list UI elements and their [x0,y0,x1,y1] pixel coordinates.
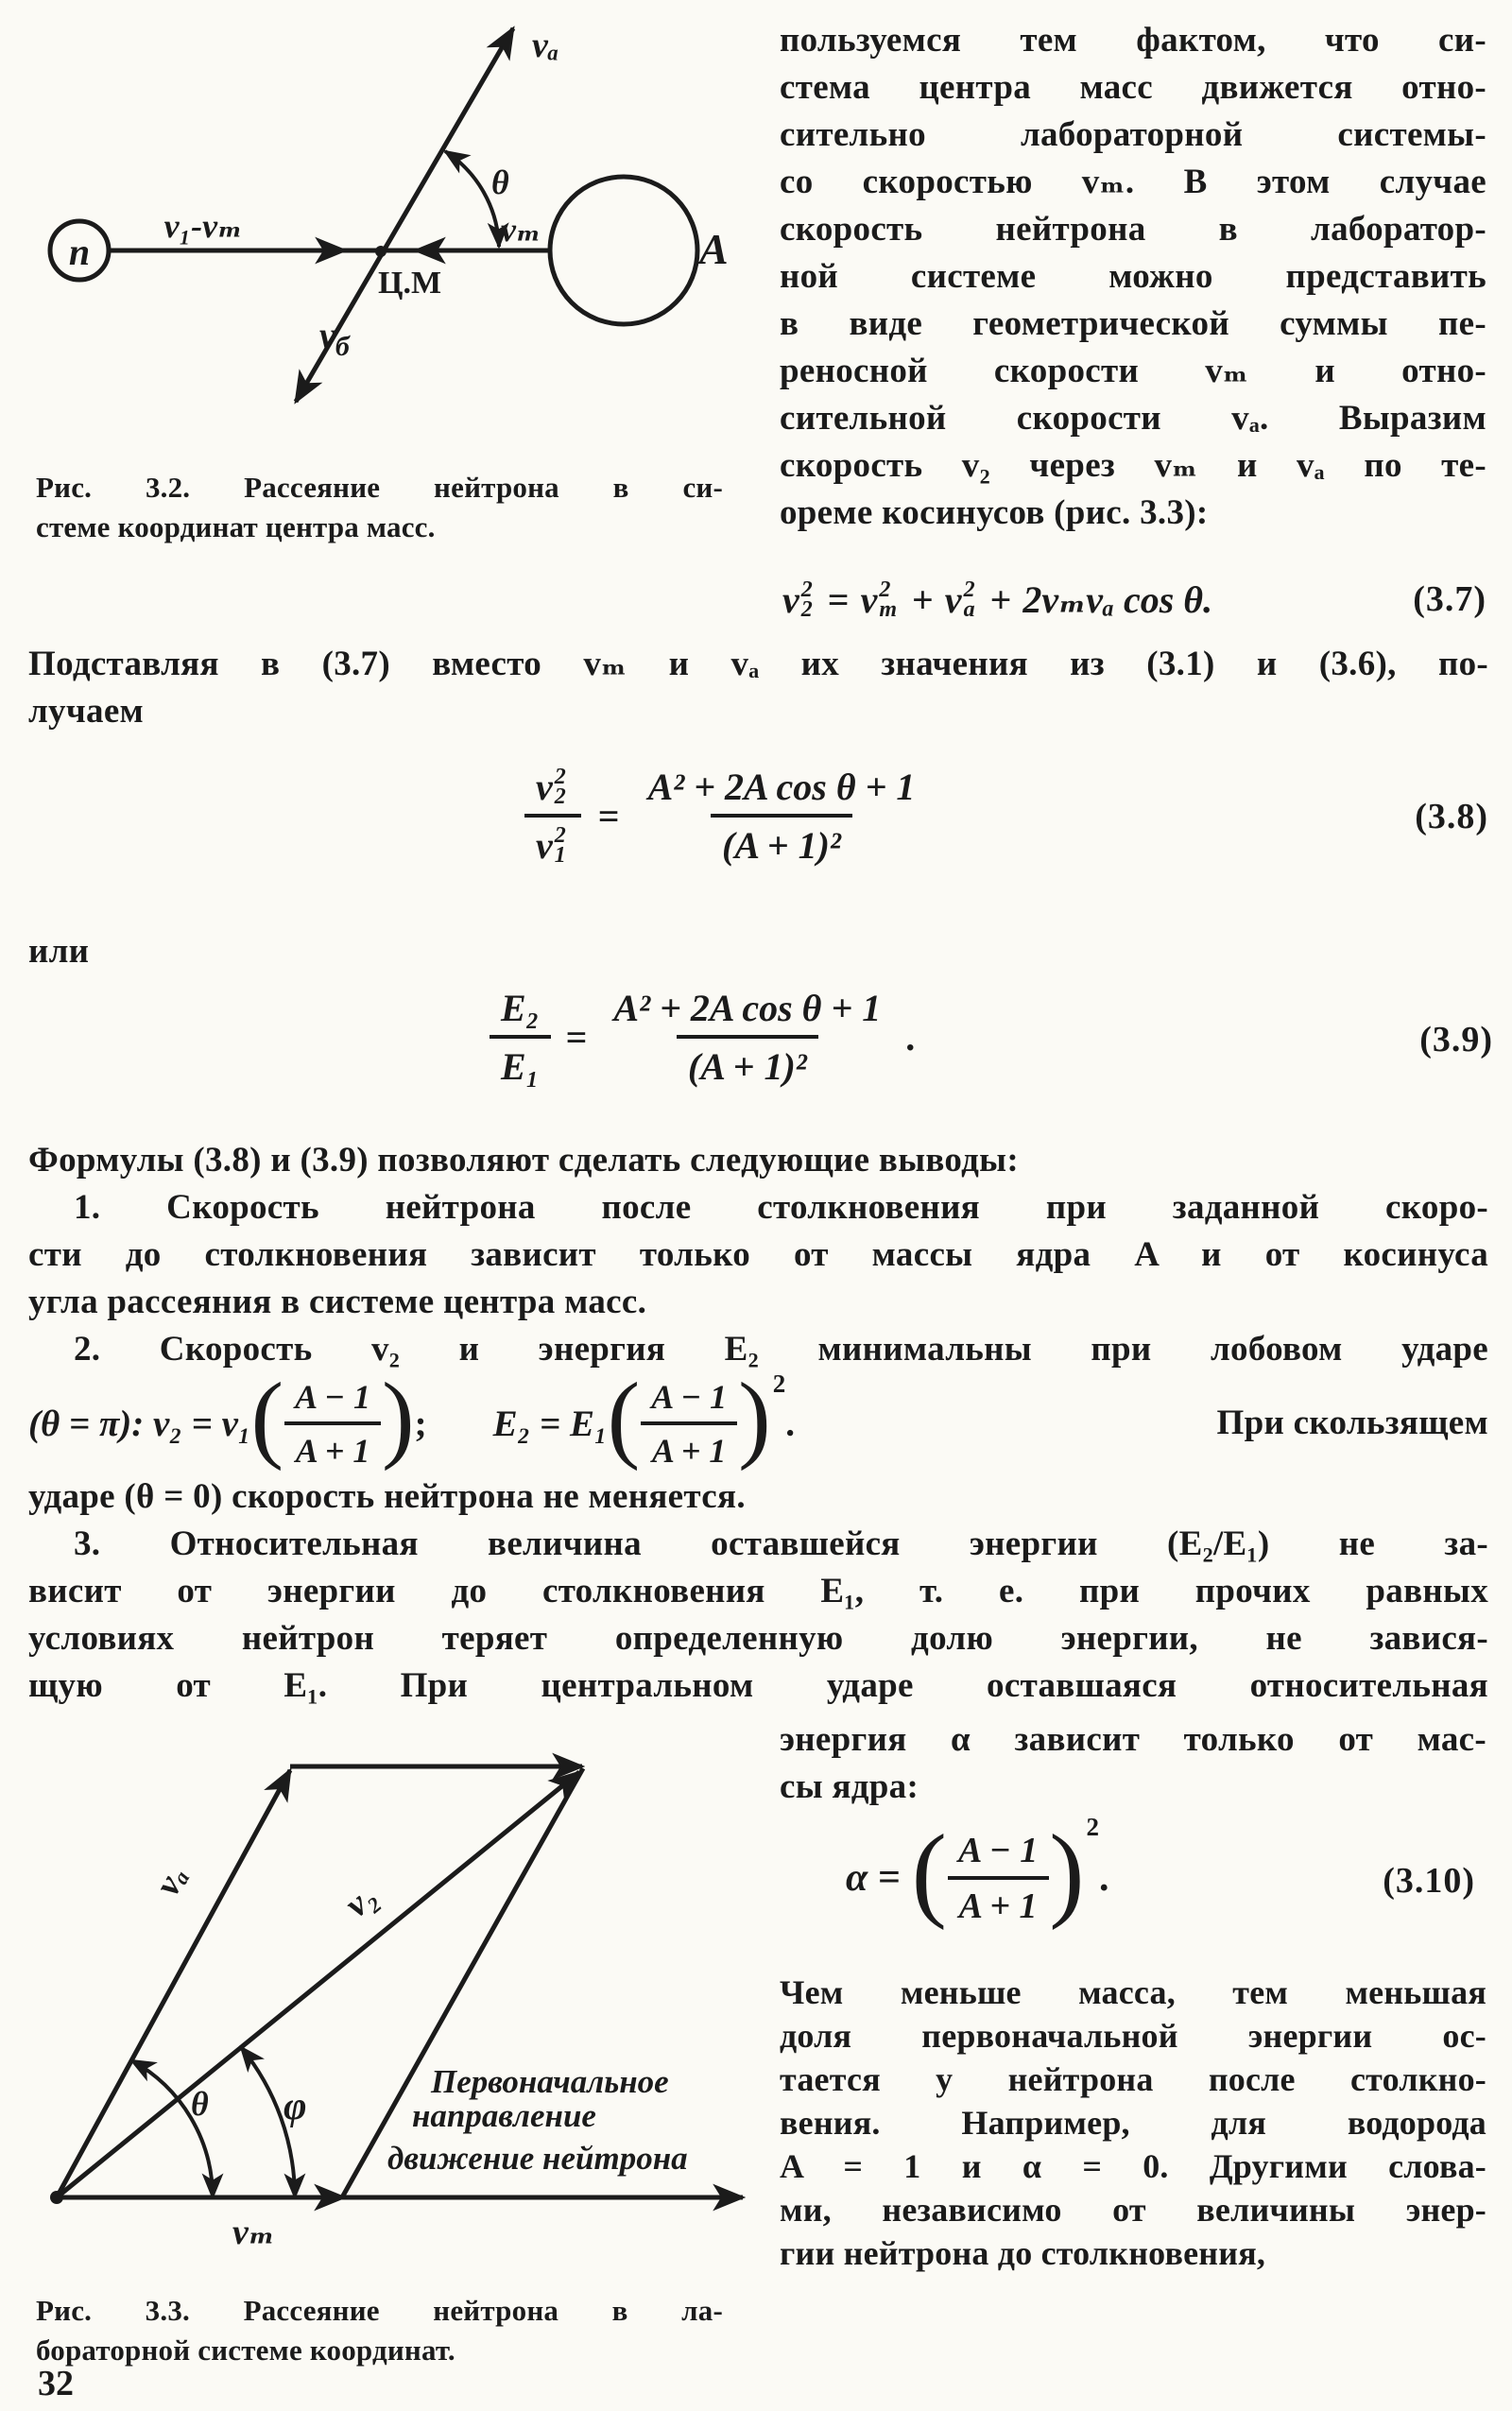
paren-exponent: 2 [772,1369,786,1398]
caption-line: стеме координат центра масс. [36,510,436,543]
fraction [284,1377,382,1471]
va-vector-arrow [57,1770,290,2197]
phi-label: φ [284,2085,307,2128]
text-line: вения. Например, для водорода [780,2104,1486,2142]
text-line: Чем меньше масса, тем меньшая [780,1973,1486,2011]
vb-label-sub: б [335,331,350,362]
rhs-fraction [602,986,892,1089]
text-line: угла рассеяния в системе центра масс. [28,1283,647,1321]
v2-label: v₂ [337,1876,386,1925]
math-sub: a [963,597,975,622]
math-op: + [912,577,934,621]
equation-number: (3.7) [1413,579,1486,619]
bottom-right-paragraph [780,1971,1486,2275]
text-line: сы ядра: [780,1767,919,1806]
word-or: или [28,932,90,971]
text-line: сительно лабораторной системы- [780,115,1486,154]
text-line: пользуемся тем фактом, что си- [780,21,1486,60]
caption-line: Рис. 3.3. Рассеяние нейтрона в ла- [36,2294,723,2327]
fraction-numerator: A − 1 [651,1377,728,1416]
text-line: Формулы (3.8) и (3.9) позволяют сделать следующие выводы: [28,1141,1019,1180]
math-op: = [565,1016,588,1059]
va-label: vₐ [146,1859,196,1903]
math-var: v [860,577,878,621]
math-sub: 2 [800,597,813,622]
text-line: со скоростью vₘ. В этом случае [780,163,1486,201]
annotation-line: направление [412,2097,596,2134]
math-var: v [536,823,553,867]
math-punct: . [1099,1856,1109,1900]
text-line: сительной скорости vₐ. Выразим [780,399,1486,438]
text-line: гии нейтрона до столкновения, [780,2234,1266,2272]
paragraph-conclusions [28,1137,1488,1710]
text-line: тается у нейтрона после столкно- [780,2060,1486,2098]
theta-label: θ [191,2085,209,2123]
math-sup: 2 [554,823,566,848]
equation-number: (3.10) [1383,1861,1475,1901]
paragraph-substitute [28,641,1488,735]
equation-number: (3.9) [1419,1020,1493,1059]
text-line: скорость v₂ через vₘ и vₐ по те- [780,446,1486,485]
text-line: доля первоначальной энергии ос- [780,2017,1486,2055]
fraction-denominator: A + 1 [641,1421,738,1471]
math-sup: 2 [800,577,813,602]
text-line: в виде геометрической суммы пе- [780,304,1486,343]
v1-vm-label: v₁-vₘ [163,207,243,245]
text-line: условиях нейтрон теряет определенную долю энергии, не завися- [28,1619,1488,1658]
fraction-numerator: A² + 2A cos θ + 1 [647,765,916,808]
fraction-denominator: (A + 1)² [711,814,852,868]
annotation-line: Первоначальное [431,2063,669,2100]
figure-3-2-caption [36,468,723,547]
math-punct: ; [414,1403,427,1444]
point-2-equation: (θ = π): v₂ = v₁ ( $\frac{A - 1}{A + 1}$ ) ; E₂ = E₁ ( $\frac{A - 1}{A + 1}$ ) 2 . При скользящем [28,1363,1488,1472]
fraction-numerator: A² + 2A cos θ + 1 [613,987,882,1029]
caption-line: бораторной системе координат. [36,2334,455,2367]
fraction-numerator: A − 1 [295,1377,370,1416]
math-expression: 2vₘvₐ cos θ. [1022,577,1213,621]
top-right-column [780,17,1486,537]
math-op: = [827,577,850,621]
math-var: v [944,577,962,621]
text-line: сти до столкновения зависит только от массы ядра A и от косинуса [28,1235,1488,1274]
text-line: скорость нейтрона в лаборатор- [780,210,1486,249]
fraction-denominator: A + 1 [948,1876,1049,1927]
text-line: висит от энергии до столкновения E₁, т. е. при прочих равных [28,1572,1488,1610]
fraction [640,1377,738,1471]
lhs-fraction [524,765,581,868]
text-fragment: При скользящем [1216,1404,1488,1442]
annotation-line: движение нейтрона [387,2140,688,2177]
math-sup: 2 [554,765,566,789]
nucleus-a-label: A [699,225,729,273]
equation-3-7 [782,565,1212,633]
fraction-numerator: E₂ [501,987,540,1029]
va-label: vₐ [532,26,559,65]
origin-dot [50,2191,63,2204]
text-line: энергия α зависит только от мас- [780,1720,1486,1759]
equation-number: (3.8) [1415,797,1488,836]
nucleus-a-circle [550,177,697,324]
text-line: ударе (θ = 0) скорость нейтрона не меняется. [28,1477,746,1516]
theta-label: θ [491,164,509,201]
paren-exponent: 2 [1086,1813,1100,1841]
math-var: v [536,765,553,808]
text-line: A = 1 и α = 0. Другими слова- [780,2147,1486,2185]
fraction [947,1830,1049,1927]
fraction-denominator: (A + 1)² [677,1035,818,1089]
fraction-numerator: A − 1 [957,1830,1039,1870]
math-sup: 2 [879,577,891,602]
math-punct: . [905,1016,916,1059]
text-line: реносной скорости vₘ и отно- [780,352,1486,390]
math-var: v [782,577,799,621]
caption-line: Рис. 3.2. Рассеяние нейтрона в си- [36,471,723,504]
math-punct: . [785,1403,795,1444]
math-op: + [989,577,1012,621]
cm-label: Ц.М [378,266,442,301]
vb-label-v: v [319,316,335,355]
math-sub: 1 [554,843,566,868]
fraction-denominator: E₁ [490,1035,551,1089]
figure-3-3-caption [36,2291,723,2370]
rhs-fraction [637,765,927,868]
vm-label: vₘ [232,2213,275,2252]
text-line: ореме косинусов (рис. 3.3): [780,493,1209,532]
figure-3-3-diagram [0,1739,756,2268]
text-line: 2. Скорость v₂ и энергия E₂ минимальны при лобовом ударе [74,1330,1488,1369]
text-line: ми, независимо от величины энер- [780,2191,1486,2229]
text-line: щую от E₁. При центральном ударе оставшаяся относительная [28,1666,1488,1705]
math-sub: m [879,597,897,622]
text-line: ной системе можно представить [780,257,1486,296]
text-line: лучаем [28,692,145,731]
math-expression: (θ = π): v₂ = v₁ [28,1403,251,1444]
text-line: 3. Относительная величина оставшейся энергии (E₂/E₁) не за- [74,1524,1488,1563]
fraction-denominator: A + 1 [284,1421,382,1471]
math-expression: α = [846,1856,901,1900]
lhs-fraction [490,986,551,1089]
page-number: 32 [38,2364,74,2403]
text-line: 1. Скорость нейтрона после столкновения при заданной скоро- [74,1188,1488,1227]
center-of-mass-dot [375,246,387,257]
vm-label: vₘ [501,211,541,249]
equation-3-10: α = ( $\frac{A - 1}{A + 1}$ ) 2 . [846,1813,1109,1931]
math-sub: 2 [554,784,566,809]
text-line: стема центра масс движется отно- [780,68,1486,107]
math-op: = [597,794,620,837]
math-expression: E₂ = E₁ [492,1403,608,1444]
text-line: Подставляя в (3.7) вместо vₘ и vₐ их значения из (3.1) и (3.6), по- [28,645,1488,683]
math-sup: 2 [963,577,975,602]
figure-3-2-diagram [19,5,737,458]
equation-3-8 [524,745,926,887]
equation-3-9 [490,978,915,1096]
neutron-label: n [68,231,91,273]
vb-label [319,316,351,362]
